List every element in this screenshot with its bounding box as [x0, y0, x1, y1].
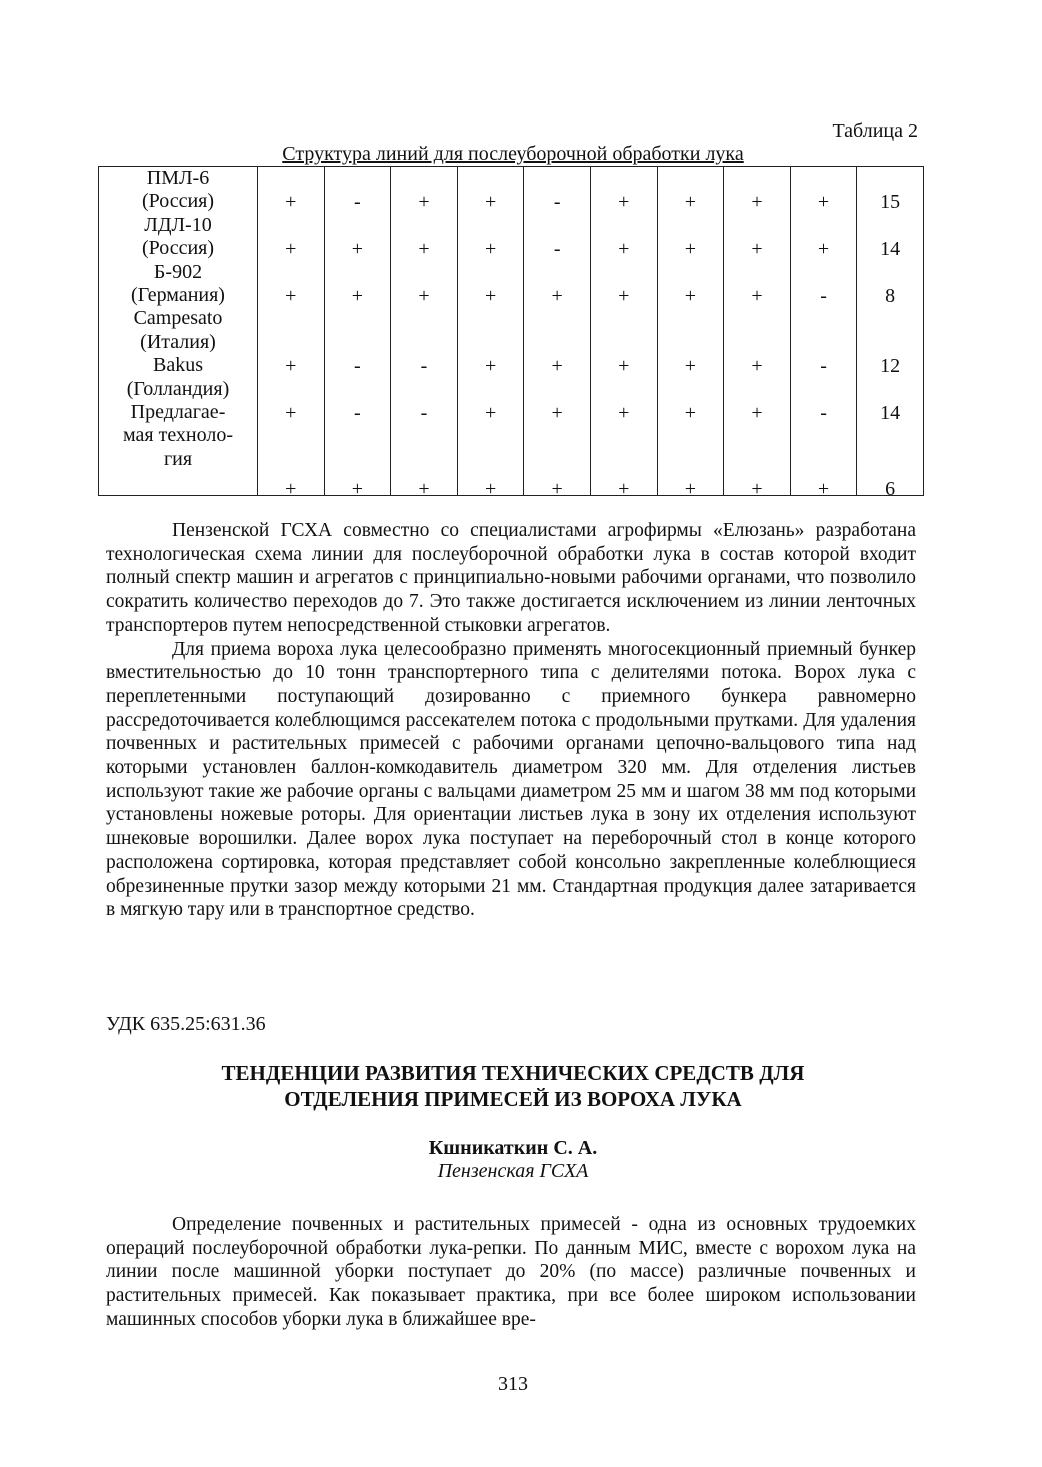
name-line: (Германия): [131, 284, 225, 307]
table-column: [391, 167, 458, 501]
table-column: [724, 167, 791, 501]
table-mark: +: [618, 478, 630, 501]
table-mark: +: [285, 402, 297, 424]
table-mark: -: [553, 191, 561, 214]
table-mark: +: [484, 355, 497, 378]
table-mark: -: [553, 238, 561, 261]
name-line: Б-902: [153, 260, 203, 283]
body-text-1: [106, 519, 916, 922]
table-mark: +: [751, 191, 763, 214]
table-mark: -: [354, 402, 361, 424]
table-mark: -: [420, 355, 428, 378]
table-label: Таблица 2: [832, 120, 918, 142]
table-mark: +: [751, 402, 763, 424]
paragraph: Для приема вороха лука целесообразно применять многосекционный приемный бункер вместительностью до 10 тонн транспортерного типа с делителями потока. Ворох лука с переплетенными поступающий дозированно с приемного бункера равномерно рассредоточивается колеблющимся рассекателем потока с продольными прутками. Для удаления почвенных и растительных примесей с рабочими органами цепочно-вальцового типа над которыми установлен баллон-комкодавитель диаметром 320 мм. Для отделения листьев используют такие же рабочие органы с вальцами диаметром 25 мм и шагом 38 мм под которыми установлены ножевые роторы. Для ориентации листьев лука в зону их отделения используют шнековые ворошилки. Далее ворох лука поступает на переборочный стол в конце которого расположена сортировка, которая представляет собой консольно закрепленные колеблющиеся обрезиненные прутки зазор между которыми 21 мм. Стандартная продукция далее затаривается в мягкую тару или в транспортное средство.: [106, 638, 916, 921]
article-title: [100, 1060, 926, 1112]
table-mark: +: [684, 402, 696, 424]
table-mark: +: [285, 478, 297, 501]
table-mark: +: [684, 355, 696, 378]
table-mark: +: [817, 191, 830, 214]
table-mark: +: [618, 402, 630, 424]
row-names-cell: [99, 167, 258, 496]
name-line: (Россия): [141, 237, 215, 260]
table-column: [657, 167, 724, 501]
paragraph: Определение почвенных и растительных примесей - одна из основных трудоемких операций послеуборочной обработки лука-репки. По данным МИС, вместе с ворохом лука на линии после машинной уборки поступает до 20% (по массе) различные почвенных и растительных примесей. Как показывает практика, при все более широком использовании машинных способов уборки лука в ближайшее вре-: [106, 1214, 916, 1330]
table-mark: -: [820, 285, 827, 307]
name-line: (Россия): [141, 190, 215, 213]
data-table: [98, 166, 924, 501]
transitions-count: 12: [880, 355, 901, 378]
table-mark: +: [684, 238, 696, 261]
table-mark: +: [484, 402, 497, 424]
table-mark: +: [618, 355, 630, 378]
transitions-count: 14: [880, 402, 901, 424]
table-column: [457, 167, 524, 501]
table-mark: +: [751, 355, 763, 378]
table-column: [590, 167, 657, 501]
table-mark: +: [418, 191, 430, 214]
transitions-count: 6: [885, 478, 896, 501]
transitions-count: 8: [885, 285, 896, 307]
table-mark: +: [551, 355, 563, 378]
table-mark: +: [618, 285, 630, 307]
table-mark: +: [684, 191, 696, 214]
table-mark: +: [817, 478, 830, 501]
table-mark: +: [551, 285, 563, 307]
table-column: [790, 167, 857, 501]
table-mark: +: [484, 238, 497, 261]
transitions-count: 14: [880, 238, 901, 261]
table-mark: -: [820, 355, 827, 378]
name-line: ЛДЛ-10: [144, 213, 212, 236]
table-mark: -: [354, 191, 361, 214]
table-mark: -: [820, 402, 827, 424]
table-mark: +: [551, 478, 563, 501]
table-mark: +: [817, 238, 830, 261]
title-line: ОТДЕЛЕНИЯ ПРИМЕСЕЙ ИЗ ВОРОХА ЛУКА: [284, 1087, 742, 1111]
name-line: гия: [163, 447, 193, 470]
transitions-count: 15: [880, 191, 901, 214]
table-mark: +: [551, 402, 563, 424]
table-mark: +: [285, 355, 297, 378]
table-mark: +: [618, 191, 630, 214]
table-mark: +: [751, 238, 763, 261]
table-column: [857, 167, 924, 501]
name-line: (Голландия): [126, 377, 230, 400]
table-title: Структура линий для послеуборочной обработки лука: [282, 143, 744, 165]
table-mark: +: [351, 238, 364, 261]
table-column: [324, 167, 391, 501]
name-line: Bakus: [153, 354, 203, 377]
table-mark: -: [420, 402, 428, 424]
name-line: Campesato: [133, 307, 223, 330]
table-mark: +: [618, 238, 630, 261]
table-mark: +: [751, 285, 763, 307]
table-column: [258, 167, 325, 501]
table-mark: +: [285, 238, 297, 261]
table-mark: +: [285, 285, 297, 307]
table-column: [524, 167, 591, 501]
body-text-2: [106, 1213, 916, 1332]
table-mark: +: [684, 285, 696, 307]
paragraph: Пензенской ГСХА совместно со специалистами агрофирмы «Елюзань» разработана технологическая схема линии для послеуборочной обработки лука в состав которой входит полный спектр машин и агрегатов с принципиально-новыми рабочими органами, что позволило сократить количество переходов до 7. Это также достигается исключением из линии ленточных транспортеров путем непосредственной стыковки агрегатов.: [106, 520, 916, 636]
author-organization: Пензенская ГСХА: [437, 1160, 589, 1182]
table-mark: +: [285, 191, 297, 214]
page-number: 313: [498, 1373, 528, 1395]
name-line: мая техноло-: [122, 424, 234, 447]
udk-code: УДК 635.25:631.36: [106, 1013, 266, 1035]
table-mark: +: [418, 238, 430, 261]
title-line: ТЕНДЕНЦИИ РАЗВИТИЯ ТЕХНИЧЕСКИХ СРЕДСТВ ДЛЯ: [221, 1061, 805, 1085]
table-mark: -: [354, 355, 361, 378]
author-name: Кшникаткин С. А.: [428, 1137, 598, 1159]
table-mark: +: [684, 478, 696, 501]
table-mark: +: [484, 191, 497, 214]
name-line: Предлагае-: [130, 401, 226, 424]
table-mark: +: [418, 478, 430, 501]
table-mark: +: [751, 478, 763, 501]
table-mark: +: [351, 478, 364, 501]
table-mark: +: [484, 285, 497, 307]
table-mark: +: [418, 285, 430, 307]
name-line: (Италия): [140, 330, 216, 353]
name-line: ПМЛ-6: [146, 167, 210, 189]
table-mark: +: [351, 285, 364, 307]
table-mark: +: [484, 478, 497, 501]
